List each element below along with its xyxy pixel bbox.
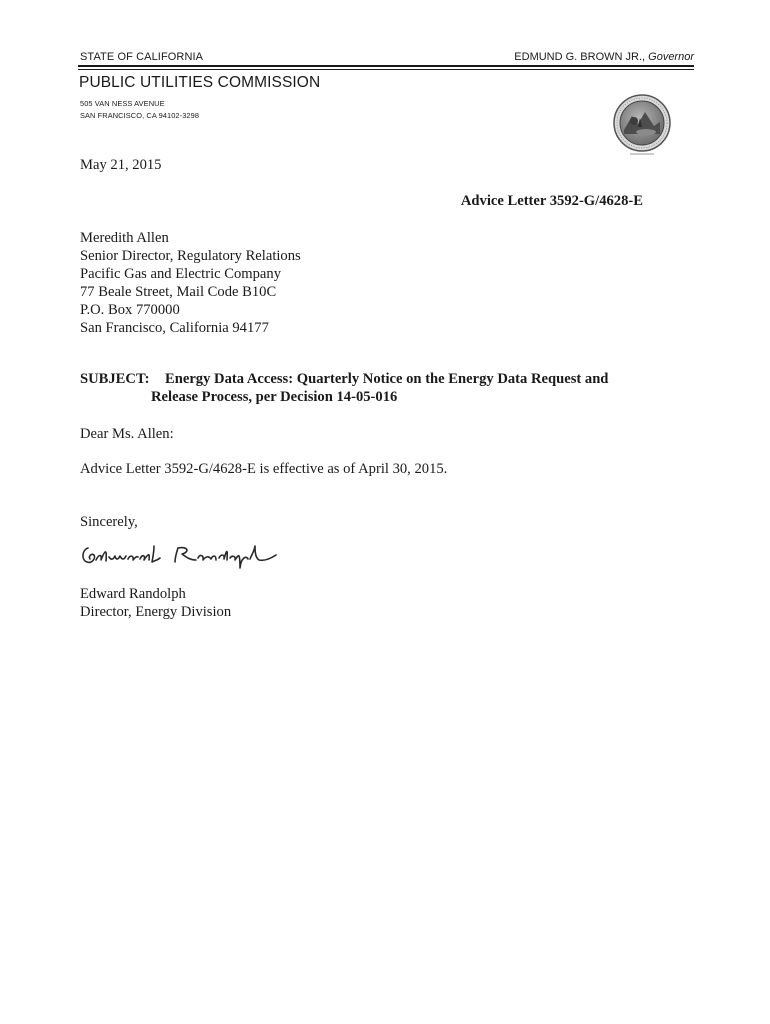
recipient-city: San Francisco, California 94177 xyxy=(80,320,269,336)
letter-date: May 21, 2015 xyxy=(80,157,162,173)
recipient-po-box: P.O. Box 770000 xyxy=(80,302,180,318)
subject-label: SUBJECT: xyxy=(80,371,150,387)
governor-name: EDMUND G. BROWN JR., xyxy=(514,51,646,63)
recipient-street: 77 Beale Street, Mail Code B10C xyxy=(80,284,277,300)
body-paragraph: Advice Letter 3592-G/4628-E is effective as of April 30, 2015. xyxy=(80,461,448,477)
governor-title: Governor xyxy=(648,51,694,63)
salutation: Dear Ms. Allen: xyxy=(80,426,174,442)
header-rule-thin xyxy=(78,69,694,70)
recipient-company: Pacific Gas and Electric Company xyxy=(80,266,281,282)
agency-name: PUBLIC UTILITIES COMMISSION xyxy=(79,74,321,91)
signer-title: Director, Energy Division xyxy=(80,604,232,620)
header-governor xyxy=(514,51,694,63)
closing: Sincerely, xyxy=(80,514,138,530)
header-rule-thick xyxy=(78,65,694,67)
address-line-2: SAN FRANCISCO, CA 94102-3298 xyxy=(80,111,200,120)
signer-name: Edward Randolph xyxy=(80,586,186,602)
recipient-title: Senior Director, Regulatory Relations xyxy=(80,248,301,264)
state-seal-icon xyxy=(612,94,672,156)
handwritten-signature xyxy=(78,538,288,576)
subject-line-1: Energy Data Access: Quarterly Notice on the Energy Data Request and xyxy=(165,371,609,387)
recipient-name: Meredith Allen xyxy=(80,230,169,246)
subject-line-2: Release Process, per Decision 14-05-016 xyxy=(151,389,398,405)
recipient-address-block xyxy=(80,229,301,337)
advice-letter-reference: Advice Letter 3592-G/4628-E xyxy=(460,193,643,209)
address-line-1: 505 VAN NESS AVENUE xyxy=(80,99,165,108)
header-state: STATE OF CALIFORNIA xyxy=(80,51,204,63)
